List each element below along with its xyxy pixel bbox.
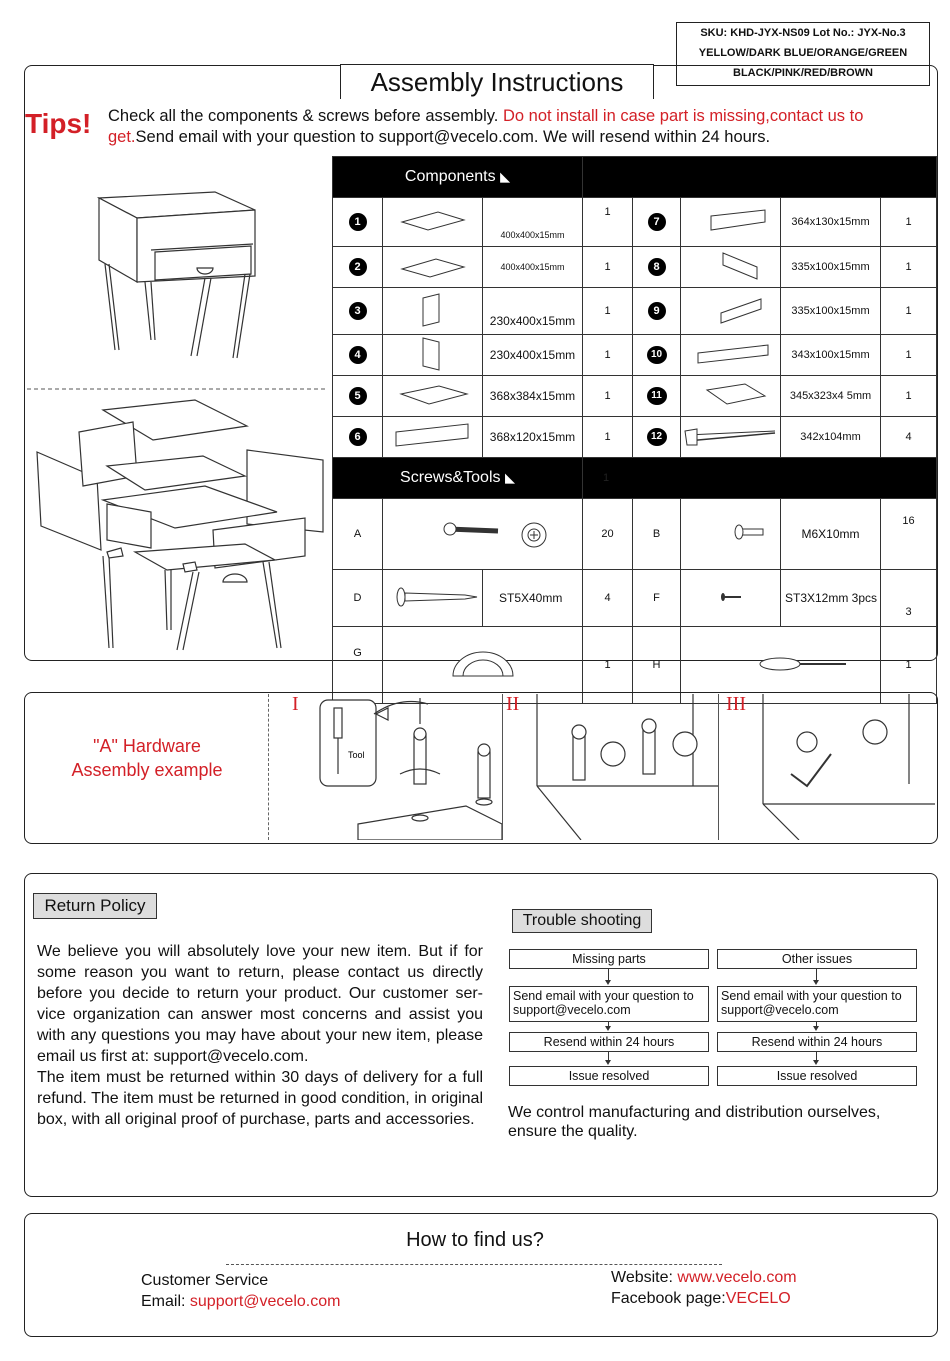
screw-id: D (333, 570, 383, 627)
customer-service-label: Customer Service (141, 1272, 269, 1289)
flow-resend: Resend within 24 hours (509, 1032, 709, 1052)
screw-row (333, 570, 937, 627)
part-number: 3 (349, 302, 367, 320)
part-size: 400x400x15mm (483, 198, 583, 247)
page-title: Assembly Instructions (340, 64, 654, 99)
tips-label: Tips! (25, 108, 92, 139)
part-size: 335x100x15mm (781, 247, 881, 288)
tool-id: G (333, 627, 383, 704)
screw-id: F (633, 570, 681, 627)
hardware-label: "A" Hardware Assembly example (71, 736, 223, 780)
screw-id: A (333, 499, 383, 570)
screw-qty: 4 (583, 570, 633, 627)
nightstand-illustration (25, 160, 330, 655)
flow-arrow-head (605, 980, 611, 985)
component-row (333, 335, 937, 376)
color-line-1: YELLOW/DARK BLUE/ORANGE/GREEN (698, 47, 908, 59)
tool-label: Tool (348, 750, 365, 760)
component-row (333, 198, 937, 247)
return-policy-text (37, 941, 483, 1130)
part-size: 230x400x15mm (483, 335, 583, 376)
front-panel-icon (388, 420, 478, 452)
website-block (611, 1267, 797, 1309)
screw-qty: 20 (583, 499, 633, 570)
step-1-illustration (270, 694, 502, 840)
return-policy-title: Return Policy (33, 893, 157, 919)
screw-row (333, 499, 937, 570)
screw-size: ST5X40mm (483, 570, 583, 627)
sku-line: SKU: KHD-JYX-NS09 Lot No.: JYX-No.3 (700, 27, 906, 39)
screw-qty: 16 (881, 499, 937, 570)
components-header-row (333, 157, 937, 198)
part-qty: 1 (583, 376, 633, 417)
flow-arrow-head (605, 1060, 611, 1065)
panel-icon (688, 339, 774, 369)
part-size: 400x400x15mm (483, 247, 583, 288)
screws-header-extra: 1 (583, 458, 937, 499)
part-size: 368x384x15mm (483, 376, 583, 417)
components-table (332, 156, 937, 704)
screw-size: M6X10mm (781, 499, 881, 570)
panel-icon (691, 249, 771, 283)
board-icon (393, 382, 473, 408)
board-icon (398, 208, 468, 234)
find-us-title: How to find us? (406, 1229, 544, 1251)
flow-other-issues: Other issues (717, 949, 917, 969)
board-icon (398, 253, 468, 279)
part-qty: 1 (583, 417, 633, 458)
tips-text: Check all the components & screws before assembly. Do not install in case part is missing,contact us to get.Send email with your question to support@vecelo.com. We will resend within 24 hours. (108, 107, 864, 146)
part-number: 6 (349, 428, 367, 446)
part-size: 368x120x15mm (483, 417, 583, 458)
screw-size: ST3X12mm 3pcs (781, 570, 881, 627)
panel-icon (691, 293, 771, 327)
flow-missing-parts: Missing parts (509, 949, 709, 969)
flow-resend: Resend within 24 hours (717, 1032, 917, 1052)
component-row (333, 376, 937, 417)
part-qty: 4 (881, 417, 937, 458)
screwdriver-icon (706, 649, 856, 679)
tool-qty: 1 (583, 627, 633, 704)
flow-arrow-head (605, 1026, 611, 1031)
drawer-handle-icon (423, 644, 543, 684)
part-number: 4 (349, 346, 367, 364)
part-number: 2 (349, 258, 367, 276)
part-number: 5 (349, 387, 367, 405)
wood-screw-icon (385, 582, 481, 612)
step-label: II (506, 693, 520, 715)
flow-arrow-head (813, 1026, 819, 1031)
divider (268, 694, 269, 840)
component-row (333, 417, 937, 458)
screws-header: Screws&Tools (400, 469, 501, 486)
side-panel-icon (413, 292, 453, 328)
part-size: 230x400x15mm (483, 288, 583, 335)
return-policy-para1: We believe you will absolutely love your new item. But if for some reason you want to return, please contact us directly before you decide to return your product. Our customer ser-vice organization can answer most concerns and assist you with any questions you may have about your new item, please email us first at: support@vecelo.com. (37, 943, 483, 1065)
facebook-label: Facebook page: (611, 1290, 726, 1307)
facebook-link[interactable]: VECELO (725, 1290, 791, 1307)
panel-icon (691, 206, 771, 236)
part-qty: 1 (881, 198, 937, 247)
part-number: 7 (648, 213, 666, 231)
triangle-icon: ◣ (500, 169, 511, 184)
part-size: 342x104mm (781, 417, 881, 458)
step-3-illustration (719, 694, 935, 840)
flow-resolved: Issue resolved (717, 1066, 917, 1086)
leg-icon (683, 421, 779, 451)
step-2-illustration (503, 694, 718, 840)
website-label: Website: (611, 1269, 678, 1286)
part-size: 335x100x15mm (781, 288, 881, 335)
part-qty: 1 (583, 288, 633, 335)
part-number: 11 (647, 387, 667, 405)
step-label: I (292, 693, 299, 715)
email-link[interactable]: support@vecelo.com (189, 1293, 341, 1310)
dashed-divider (226, 1264, 722, 1265)
part-qty: 1 (881, 335, 937, 376)
flow-resolved: Issue resolved (509, 1066, 709, 1086)
customer-service-block (141, 1270, 340, 1312)
step-label: III (726, 693, 746, 715)
part-qty: 1 (583, 247, 633, 288)
quality-statement: We control manufacturing and distribution ourselves, ensure the quality. (508, 1104, 881, 1140)
side-panel-icon (413, 336, 453, 372)
part-number: 8 (648, 258, 666, 276)
screws-header-row (333, 458, 937, 499)
screw-id: B (633, 499, 681, 570)
part-number: 9 (648, 302, 666, 320)
triangle-icon: ◣ (504, 470, 515, 485)
flow-send-email: Send email with your question to support@vecelo.com (509, 986, 709, 1022)
component-row (333, 247, 937, 288)
tool-id: H (633, 627, 681, 704)
tool-qty: 1 (881, 627, 937, 704)
part-qty: 1 (881, 376, 937, 417)
part-size: 364x130x15mm (781, 198, 881, 247)
part-qty: 1 (583, 198, 633, 247)
screw-qty: 3 (881, 570, 937, 627)
cam-lock-icon (408, 513, 558, 553)
part-qty: 1 (881, 288, 937, 335)
flow-arrow-head (813, 1060, 819, 1065)
email-label: Email: (141, 1293, 190, 1310)
part-number: 12 (647, 428, 667, 446)
part-qty: 1 (583, 335, 633, 376)
website-link[interactable]: www.vecelo.com (677, 1269, 797, 1286)
part-size: 345x323x4 5mm (781, 376, 881, 417)
part-number: 1 (349, 213, 367, 231)
bolt-icon (691, 518, 771, 548)
bottom-board-icon (691, 380, 771, 410)
color-line-2: BLACK/PINK/RED/BROWN (733, 67, 873, 79)
part-number: 10 (647, 346, 667, 364)
flow-send-email: Send email with your question to support@vecelo.com (717, 986, 917, 1022)
return-policy-para2: The item must be returned within 30 days of delivery for a full refund. The item must be returned in good condition, in original box, with all original proof of purchase, parts and accessories. (37, 1069, 483, 1128)
small-screw-icon (701, 587, 761, 607)
flow-arrow-head (813, 980, 819, 985)
trouble-shooting-title: Trouble shooting (512, 909, 652, 933)
part-qty: 1 (881, 247, 937, 288)
part-size: 343x100x15mm (781, 335, 881, 376)
components-header: Components (404, 168, 496, 185)
component-row (333, 288, 937, 335)
